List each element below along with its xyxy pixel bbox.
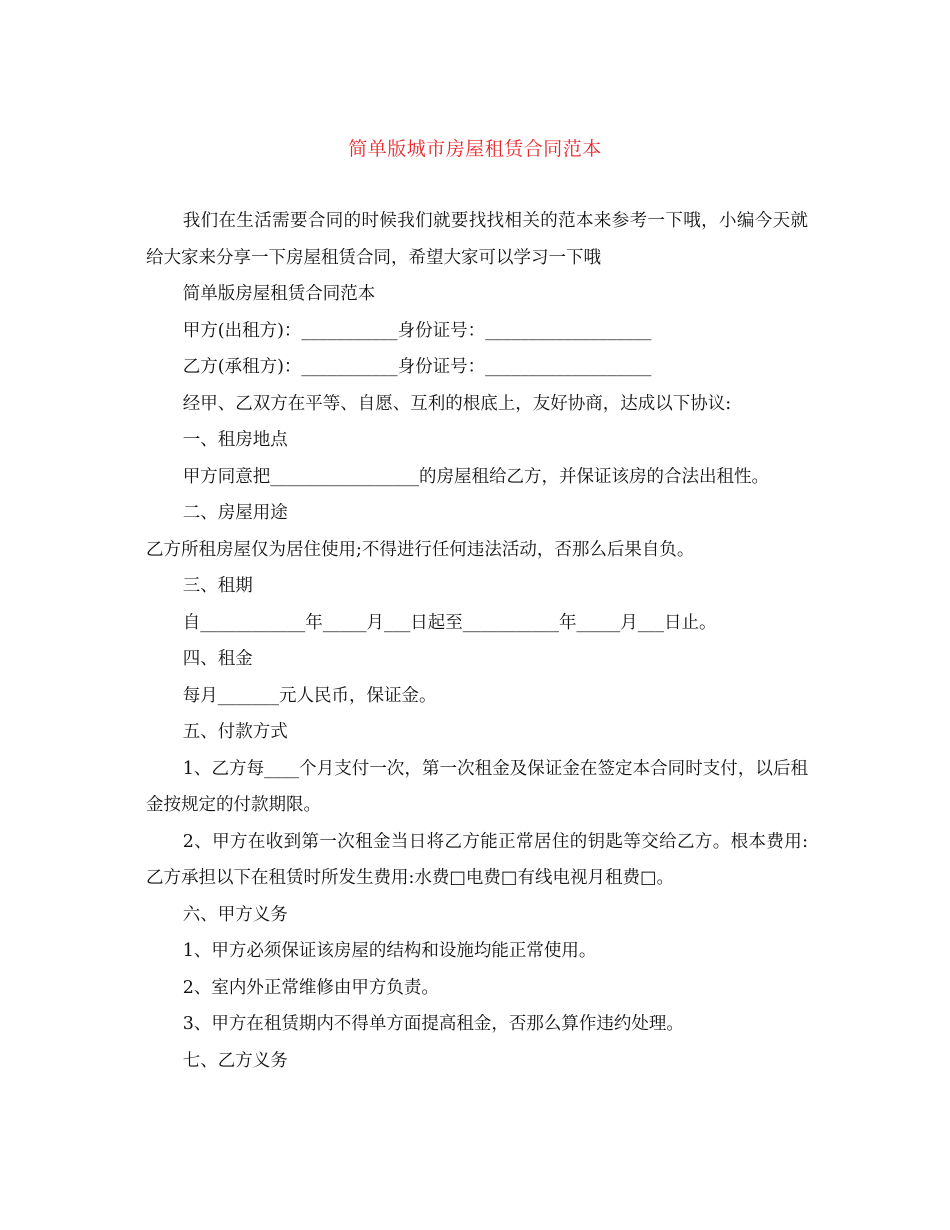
section-heading-payment: 五、付款方式 [182,722,288,742]
party-a-line: 甲方(出租方)：___________身份证号：___________________ [182,320,652,341]
section-heading-usage: 二、房屋用途 [182,503,288,523]
section-heading-party-a-duties: 六、甲方义务 [182,904,288,925]
document-title: 简单版城市房屋租赁合同范本 [348,138,602,160]
section-heading-location: 一、租房地点 [182,430,288,450]
intro-paragraph: 我们在生活需要合同的时候我们就要找找相关的范本来参考一下哦，小编今天就给大家来分享一下房屋租赁合同，希望大家可以学习一下哦 [146,211,808,268]
document-body [146,203,808,1079]
rent-clause: 每月_______元人民币，保证金。 [182,685,437,706]
payment-clause-2: 2、甲方在收到第一次租金当日将乙方能正常居住的钥匙等交给乙方。根本费用:乙方承担以下在租赁时所发生费用:水费□电费□有线电视月租费□。 [146,831,808,888]
party-a-duty-3: 3、甲方在租赁期内不得单方面提高租金，否那么算作违约处理。 [182,1014,684,1034]
location-clause: 甲方同意把_________________的房屋租给乙方，并保证该房的合法出租性。 [182,466,769,487]
section-heading-rent: 四、租金 [182,649,253,669]
contract-heading: 简单版房屋租赁合同范本 [182,284,376,304]
section-heading-party-b-duties: 七、乙方义务 [182,1050,288,1071]
term-clause: 自____________年_____月___日起至___________年_____月___日止。 [182,612,717,633]
section-heading-term: 三、租期 [182,576,253,596]
agreement-preamble: 经甲、乙双方在平等、自愿、互利的根底上，友好协商，达成以下协议: [182,393,732,414]
party-a-duty-2: 2、室内外正常维修由甲方负责。 [182,977,439,998]
party-a-duty-1: 1、甲方必须保证该房屋的结构和设施均能正常使用。 [182,941,597,961]
usage-clause: 乙方所租房屋仅为居住使用;不得进行任何违法活动，否那么后果自负。 [146,539,695,560]
payment-clause-1: 1、乙方每____个月支付一次，第一次租金及保证金在签定本合同时支付，以后租金按规定的付款期限。 [146,758,808,815]
party-b-line: 乙方(承租方)：___________身份证号：___________________ [182,357,652,377]
